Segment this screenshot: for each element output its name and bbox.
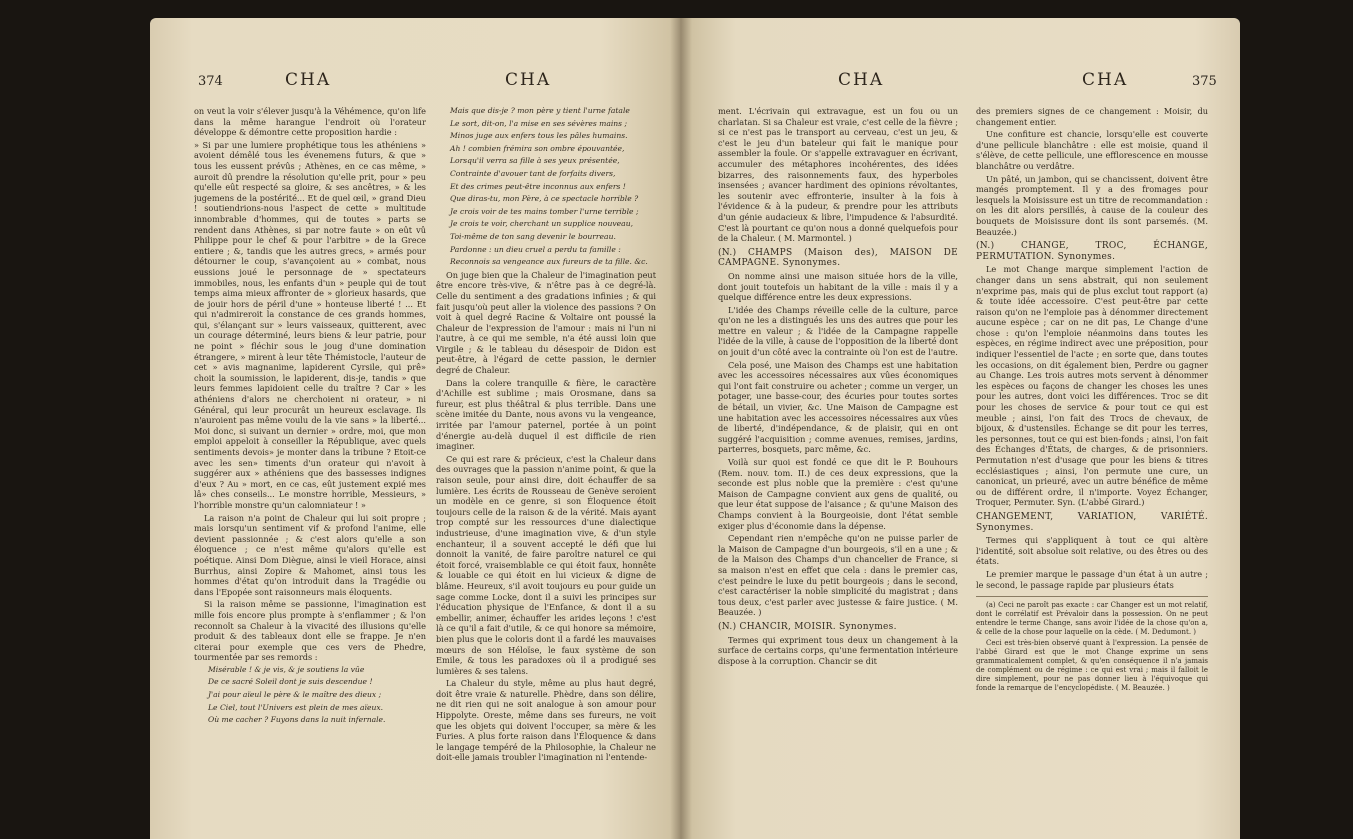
left-column-1 — [194, 106, 426, 826]
running-head-right: CHA — [1082, 70, 1129, 90]
verse-line: J'ai pour aïeul le père & le maître des dieux ; — [208, 690, 382, 700]
entry-heading: CHANGEMENT, VARIATION, VARIÉTÉ. Synonymes. — [976, 511, 1208, 533]
paragraph: on veut la voir s'élever jusqu'à la Véhémence, qu'on life dans la même harangue l'endroit où l'orateur développe & démontre cette proposition hardie : — [194, 106, 426, 138]
paragraph: Un pâté, un jambon, qui se chancissent, doivent être mangés promptement. Il y a des fromages pour lesquels la Moisissure est un titre de recommandation : on les dit alors persillés, à cause de la couleur des bouquets de Moisissure dont ils sont parsemés. (M. Beauzée.) — [976, 173, 1208, 237]
paragraph: La raison n'a point de Chaleur qui lui soit propre ; mais lorsqu'un sentiment vif & profond l'anime, elle devient passionnée ; & c'est alors qu'elle a son éloquence ; ce n'est même qu'alors qu'elle est poétique. Ainsi Dom Diègue, ainsi le vieil Horace, ainsi Burrhus, ainsi Zopire & Mahomet, ainsi tous les hommes d'état qu'on introduit dans la Tragédie ou dans l'Epopée sont raisonneurs mais éloquents. — [194, 512, 426, 597]
page-number: 374 — [198, 74, 223, 89]
entry-heading: (N.) CHAMPS (Maison des), MAISON DE CAMPAGNE. Synonymes. — [718, 247, 958, 269]
paragraph: Ce qui est rare & précieux, c'est la Chaleur dans des ouvrages que la passion n'anime point, & que la raison seule, pour ainsi dire, doit échauffer de sa lumière. Les écrits de Rousseau de Genève seroient un modèle en ce genre, si son Éloquence étoit toujours celle de la raison & de la vérité. Mais ayant trop compté sur les ressources d'une dialectique industrieuse, d'une imagination vive, & d'un style enchanteur, il a souvent accepté le défi que lui donnoit la vanité, de faire paroître naturel ce qui étoit forcé, vraisemblable ce qui étoit faux, honnête & louable ce qui étoit en lui vicieux & digne de blâme. Heureux, s'il avoit toujours eu pour guide un sage comme Locke, dont il a suivi les principes sur l'éducation physique de l'Enfance, & dont il a su embellir, animer, échauffer les arides leçons ! c'est là ce qu'il a fait d'utile, & ce qui honore sa mémoire, bien plus que le coloris dont il a fardé les mauvaises mœurs de son Héloïse, le faux système de son Emile, & tous les paradoxes où il a prodigué ses lumières & ses talens. — [436, 453, 656, 676]
book-gutter — [670, 18, 692, 839]
paragraph: Le mot Change marque simplement l'action de changer dans un sens abstrait, qui non seulement n'exprime pas, mais qui de plus exclut tout rapport (a) & toute idée accessoire. C'est peut-être par cette raison qu'on ne l'emploie pas à dénommer directement aucune espèce ; car on ne dit pas, Le Change d'une chose : qu'on l'emploie néanmoins dans toutes les espèces, en régime indirect avec une préposition, pour indiquer l'essentiel de l'acte ; en sorte que, dans toutes les occasions, on dit également bien, Perdre ou gagner au Change. Les trois autres mots servent à dénommer les espèces ou façons de changer les choses les unes pour les autres, dont voici les différences. Troc se dit pour les choses de service & pour tout ce qui est meuble ; ainsi, l'on fait des Trocs de chevaux, de bijoux, & d'ustensiles. Échange se dit pour les terres, les personnes, tout ce qui est bien-fonds ; ainsi, l'on fait des Échanges d'États, de charges, & de prisonniers. Permutation n'est d'usage que pour les biens & titres ecclésiastiques ; ainsi, l'on permute une cure, un canonicat, un prieuré, avec un autre bénéfice de même ou de différent ordre, il n'importe. Voyez Échanger, Troquer, Permuter. Syn. (L'abbé Girard.) — [976, 264, 1208, 508]
right-page — [680, 18, 1240, 839]
verse-line: Que diras-tu, mon Père, à ce spectacle horrible ? — [450, 194, 639, 204]
verse-line: Le sort, dit-on, l'a mise en ses sévères mains ; — [450, 118, 628, 128]
verse-line: De ce sacré Soleil dont je suis descendue ! — [208, 677, 373, 687]
paragraph: Cependant rien n'empêche qu'on ne puisse parler de la Maison de Campagne d'un bourgeois, s'il en a une ; & de la Maison des Champs d'un chancelier de France, si sa maison n'est en effet que cela : dans le premier cas, c'est peindre le luxe du petit bourgeois ; dans le second, c'est caractériser la noble simplicité du magistrat ; dans tous deux, c'est parler avec justesse & faire justice. ( M. Beauzée. ) — [718, 533, 958, 618]
paragraph: Une confiture est chancie, lorsqu'elle est couverte d'une pellicule blanchâtre : elle est moisie, quand il s'élève, de cette pellicule, une efflorescence en mousse blanchâtre ou verdâtre. — [976, 129, 1208, 171]
verse-line: Ah ! combien frémira son ombre épouvantée, — [450, 143, 625, 153]
running-head-right: CHA — [505, 70, 552, 90]
verse-line: Toi-même de ton sang devenir le bourreau. — [450, 231, 616, 241]
page-number: 375 — [1192, 74, 1217, 89]
verse-line: Mais que dis-je ? mon père y tient l'urne fatale — [450, 106, 630, 115]
verse-line: Et des crimes peut-être inconnus aux enfers ! — [450, 181, 626, 191]
right-column-1 — [718, 106, 958, 826]
verse-line: Misérable ! & je vis, & je soutiens la vûe — [208, 664, 365, 674]
paragraph: Voilà sur quoi est fondé ce que dit le P. Bouhours (Rem. nouv. tom. II.) de ces deux expressions, que la seconde est plus noble que la première : c'est qu'une Maison de Campagne convient aux gens de qualité, ou que leur état suppose de l'aisance ; & qu'une Maison des Champs convient à la Bourgeoisie, dont l'état semble exiger plus d'économie dans la dépense. — [718, 457, 958, 531]
paragraph: Dans la colere tranquille & fière, le caractère d'Achille est sublime ; mais Orosmane, dans sa fureur, est plus théâtral & plus terrible. Dans une scène imitée du Dante, nous avons vu la vengeance, irritée par l'amour paternel, portée à un point d'énergie au-delà duquel il est difficile de rien imaginer. — [436, 377, 656, 452]
paragraph: On juge bien que la Chaleur de l'imagination peut être encore très-vive, & n'être pas à ce degré-là. Celle du sentiment a des gradations infinies ; & qui fait jusqu'où peut aller la violence des passions ? On voit à quel degré Racine & Voltaire ont poussé la Chaleur de l'expression de l'amour : mais ni l'un ni l'autre, à ce qui me semble, n'a été aussi loin que Virgile ; & le tableau du désespoir de Didon est peut-être, à l'égard de cette passion, le dernier degré de Chaleur. — [436, 269, 656, 376]
verse-line: Lorsqu'il verra sa fille à ses yeux présentée, — [450, 156, 620, 166]
running-head-left: CHA — [838, 70, 885, 90]
paragraph: On nomme ainsi une maison située hors de la ville, dont jouit toutefois un habitant de la ville : mais il y a quelque différence entre les deux expressions. — [718, 270, 958, 303]
paragraph: » Si par une lumiere prophétique tous les athéniens » avoient démêlé tous les évenemens futurs, & que » tous les eussent prévûs ; Athènes, en ce cas même, » auroit dû prendre la résolution qu'elle prit, pour » peu qu'elle eût respecté sa gloire, & ses ancêtres, » & les jugemens de la postérité... Et de quel œil, » grand Dieu ! soutiendrions-nous l'aspect de cette » multitude innombrable d'hommes, qui de toutes » parts se rendent dans Athènes, si par notre faute » on eût vû Philippe pour le chef & pour l'arbitre » de la Grece entiere ; &, tandis que les autres grecs, » armés pour détourner le coup, s'avançoient au » combat, nous eussions joué le personnage de » spectateurs immobiles, nous, les enfants d'un » peuple qui de tout temps aima mieux affronter de » glorieux hasards, que de jouir hors de péril d'une » honteuse liberté ! ... Et qui n'admireroit la constance de ces grands hommes, qui, s'élançant sur » leurs vaisseaux, quitterent, avec un courage déterminé, leurs biens & leur patrie, pour ne point » fléchir sous le joug d'une domination étrangere, » mirent à leur tête Thémistocle, l'auteur de cet » avis magnanime, lapiderent Cyrsile, qui prê» choit la soumission, le lapiderent, dis-je, tandis » que leurs femmes lapidoient celle du traître ? Car » les athéniens d'alors ne cherchoient ni orateur, » ni Général, qui leur procurât un heureux esclavage. Ils n'auroient pas même voulu de la vie sans » la liberté... Moi donc, si suivant un dernier » ordre, moi, que mon emploi appeloit à conseiller la République, avec quels sentiments devois» je monter dans la tribune ? Etoit-ce avec les sen» timents d'un orateur qui n'avoit à suggérer aux » athéniens que des bassesses indignes d'eux ? Au » mort, en ce cas, eût justement expié mes lâ» ches conseils... Le monstre horrible, Messieurs, » l'horrible monstre qu'un calomniateur ! » — [194, 139, 426, 510]
footnotes — [976, 596, 1208, 693]
verse-line: Minos juge aux enfers tous les pâles humains. — [450, 131, 628, 141]
paragraph: Le premier marque le passage d'un état à un autre ; le second, le passage rapide par plusieurs états — [976, 568, 1208, 590]
paragraph: des premiers signes de ce changement : Moisir, du changement entier. — [976, 106, 1208, 127]
paragraph: Termes qui expriment tous deux un changement à la surface de certains corps, qu'une fermentation intérieure dispose à la corruption. Chancir se dit — [718, 634, 958, 666]
verse-line: Le Ciel, tout l'Univers est plein de mes aïeux. — [208, 702, 384, 712]
entry-heading: (N.) CHANGE, TROC, ÉCHANGE, PERMUTATION. Synonymes. — [976, 241, 1208, 262]
paragraph: Termes qui s'appliquent à tout ce qui altère l'identité, soit absolue soit relative, ou des êtres ou des états. — [976, 535, 1208, 567]
paragraph: Cela posé, une Maison des Champs est une habitation avec les accessoires nécessaires aux vûes économiques qui l'ont fait construire ou acheter ; comme un verger, un potager, une basse-cour, des écuries pour toutes sortes de bétail, un vivier, &c. Une Maison de Campagne est une habitation avec les accessoires nécessaires aux vûes de liberté, d'indépendance, & de plaisir, qui en ont suggéré l'acquisition ; comme avenues, remises, jardins, parterres, bosquets, parc même, &c. — [718, 359, 958, 455]
footnote: Ceci est très-bien observé quant à l'expression. La pensée de l'abbé Girard est que le mot Change exprime un sens grammaticalement complet, & qu'en conséquence il n'a jamais de complément ou de régime : ce qui est vrai ; mais il falloit le dire simplement, pour ne pas donner lieu à l'équivoque qui fonde la remarque de l'encyclopédiste. ( M. Beauzée. ) — [976, 639, 1208, 693]
paragraph: L'idée des Champs réveille celle de la culture, parce qu'on ne les a distingués les uns des autres que pour les mettre en valeur ; & l'idée de la Campagne rappelle l'idée de la ville, à cause de l'opposition de la liberté dont on jouit d'un côté avec la contrainte où l'on est de l'autre. — [718, 304, 958, 358]
verse-line: Je crois voir de tes mains tomber l'urne terrible ; — [450, 206, 639, 216]
left-column-2 — [436, 106, 656, 826]
footnote: (a) Ceci ne paroît pas exacte : car Changer est un mot relatif, dont le corrélatif est Prévaloir dans la possession. On ne peut entendre le terme Change, sans avoir l'idée de la chose qu'on a, & celle de la chose pour laquelle on la cède. ( M. Dedumont. ) — [976, 601, 1208, 637]
paragraph: La Chaleur du style, même au plus haut degré, doit être vraie & naturelle. Phèdre, dans son délire, ne dit rien qui ne soit analogue à son amour pour Hippolyte. Oreste, même dans ses fureurs, ne voit que les objets qui doivent l'occuper, sa mère & les Furies. A plus forte raison dans l'Éloquence & dans le langage tempéré de la Philosophie, la Chaleur ne doit-elle jamais troubler l'imagination ni l'entende- — [436, 678, 656, 763]
verse-line: Contrainte d'avouer tant de forfaits divers, — [450, 168, 616, 178]
verse-line: Pardonne : un dieu cruel a perdu ta famille : — [450, 244, 621, 254]
left-page — [150, 18, 680, 839]
verse-line: Reconnois sa vengeance aux fureurs de ta fille. &c. — [450, 257, 648, 267]
verse-line: Où me cacher ? Fuyons dans la nuit infernale. — [208, 715, 386, 725]
verse-line: Je crois te voir, cherchant un supplice nouveau, — [450, 219, 634, 229]
paragraph: Si la raison même se passionne, l'imagination est mille fois encore plus prompte à s'enflammer ; & l'on reconnoît sa Chaleur à la vivacité des illusions qu'elle produit & des tableaux dont elle se frappe. Je n'en citerai pour exemple que ces vers de Phedre, tourmentée par ses remords : — [194, 599, 426, 663]
running-head-left: CHA — [285, 70, 332, 90]
right-column-2 — [976, 106, 1208, 826]
entry-heading: (N.) CHANCIR, MOISIR. Synonymes. — [718, 621, 897, 632]
paragraph: ment. L'écrivain qui extravague, est un fou ou un charlatan. Si sa Chaleur est vraie, c'est celle de la fièvre ; si ce n'est pas le transport au cerveau, c'est un jeu, & c'est le jeu d'un bateleur qui fait le manique pour assembler la foule. Or s'appelle extravaguer en écrivant, accumuler des métaphores incohérentes, des idées bizarres, des raisonnements faux, des hyperboles insensées ; avancer hardiment des opinions révoltantes, les soutenir avec effronterie, insulter à la fois à l'évidence & à la pudeur, & prendre pour les attributs d'un génie audacieux & libre, l'impudence & l'absurdité. C'est là pourtant ce qu'on nous a donné quelquefois pour de la Chaleur. ( M. Marmontel. ) — [718, 106, 958, 244]
